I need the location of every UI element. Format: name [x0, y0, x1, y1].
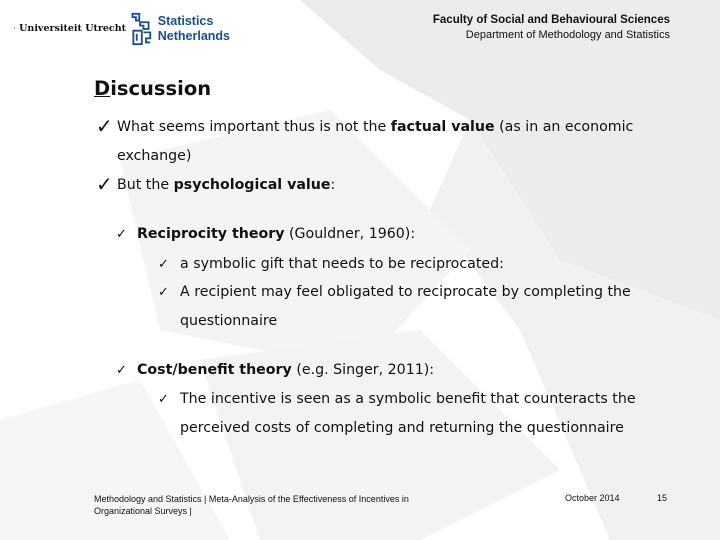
- cbs-logo-line2: Netherlands: [157, 29, 230, 43]
- point-symbolic-gift: [158, 250, 668, 279]
- bullet-text: (as in an economic exchange): [117, 119, 634, 164]
- point-incentive-symbolic-benefit: [158, 385, 668, 443]
- header-affiliation: [433, 13, 670, 43]
- slide-title: [94, 77, 211, 100]
- checkmark-icon: ✓: [158, 257, 169, 272]
- department-name: Department of Methodology and Statistics: [465, 29, 670, 41]
- cbs-logo-line1: Statistics: [157, 14, 214, 28]
- footer-date: October 2014: [565, 493, 620, 503]
- cbs-mark-icon: [130, 9, 153, 49]
- theory-name: Cost/benefit theory: [137, 362, 292, 378]
- checkmark-icon: ✓: [96, 172, 113, 196]
- theory-citation: (e.g. Singer, 2011):: [291, 362, 435, 378]
- faculty-name: Faculty of Social and Behavioural Sciences: [432, 14, 670, 26]
- bullet-text: But the: [117, 177, 174, 193]
- theory-citation: (Gouldner, 1960):: [284, 226, 416, 242]
- uu-seal-icon: [14, 15, 15, 41]
- point-text: A recipient may feel obligated to reciprocate by completing the questionnaire: [180, 284, 631, 329]
- bullet-psychological-value: [96, 171, 656, 200]
- theory-name: Reciprocity theory: [137, 226, 285, 242]
- page-number: 15: [657, 493, 668, 503]
- uu-logo-text: Universiteit Utrecht: [19, 22, 126, 34]
- universiteit-utrecht-logo: [14, 14, 126, 42]
- slide-title-initial: D: [94, 77, 111, 100]
- bullet-text: :: [330, 177, 336, 193]
- sub-bullet-reciprocity-theory: [116, 220, 656, 249]
- footer-presentation-title: Methodology and Statistics | Meta-Analysis of the Effectiveness of Incentives in Organizational Surveys |: [94, 494, 409, 516]
- sub-bullet-cost-benefit-theory: [116, 356, 656, 385]
- slide-title-rest: iscussion: [110, 77, 212, 100]
- point-text: a symbolic gift that needs to be reciprocated:: [180, 256, 504, 272]
- checkmark-icon: ✓: [116, 227, 127, 242]
- point-recipient-obligated: [158, 278, 668, 336]
- checkmark-icon: ✓: [158, 392, 169, 407]
- statistics-netherlands-logo: [130, 7, 230, 51]
- point-text: The incentive is seen as a symbolic benefit that counteracts the perceived costs of completing and returning the questionnaire: [180, 391, 636, 436]
- bullet-factual-value: [96, 113, 656, 171]
- bullet-bold-text: psychological value: [173, 177, 331, 193]
- bullet-text: What seems important thus is not the: [117, 119, 391, 135]
- checkmark-icon: ✓: [158, 285, 169, 300]
- checkmark-icon: ✓: [116, 363, 127, 378]
- bullet-bold-text: factual value: [390, 119, 495, 135]
- checkmark-icon: ✓: [96, 114, 113, 138]
